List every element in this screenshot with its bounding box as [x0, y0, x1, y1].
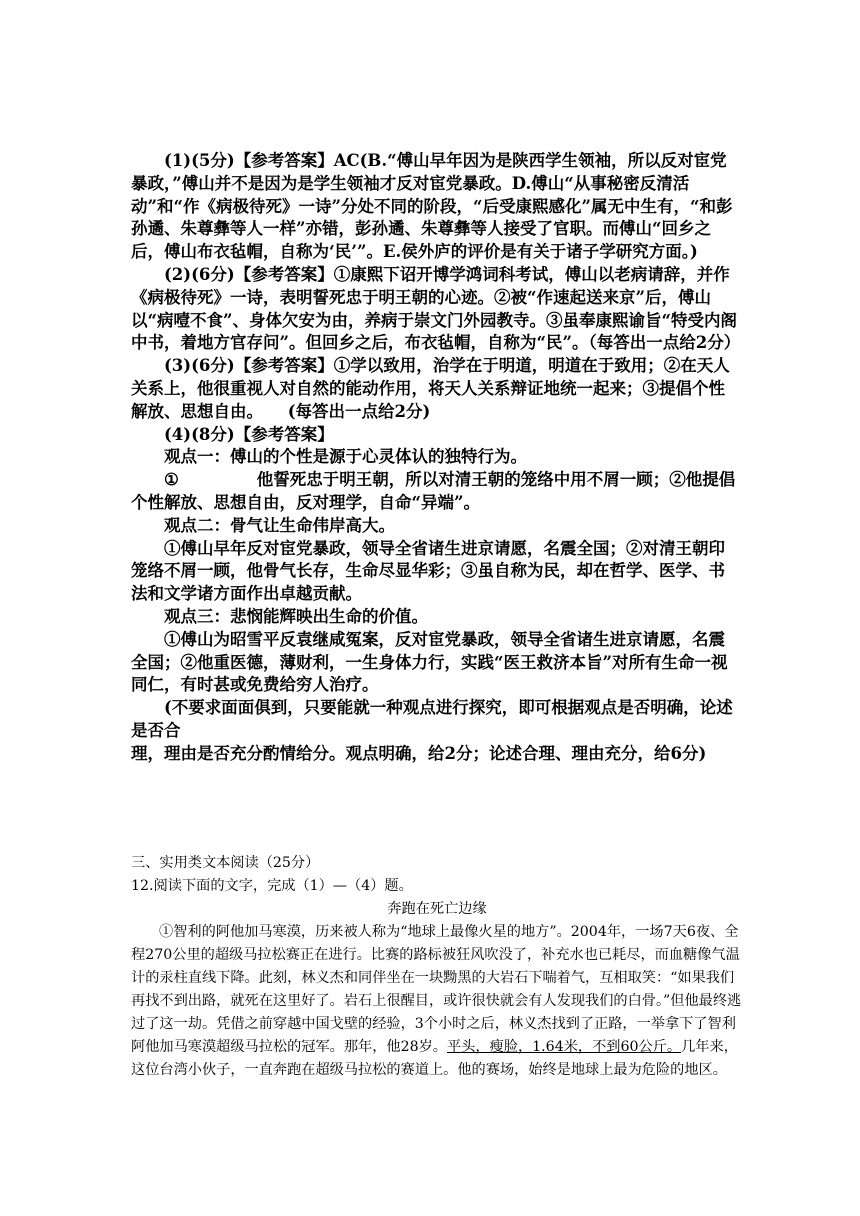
viewpoint-3-body: ①傅山为昭雪平反袁继咸冤案，反对宦党暴政，领导全省诸生进京请愿，名震全国；②他重医德，薄财利，一生身体力行，实践“医王救济本旨”对所有生命一视同仁，有时甚或免费给穷人治疗。 — [131, 629, 728, 695]
answer-4-heading: (4)(8分)【参考答案】 — [164, 424, 334, 444]
viewpoint-3: 观点三：悲悯能辉映出生命的价值。 — [164, 606, 428, 626]
underlined-phrase: 平头，瘦脸，1.64米，不到60公斤。 — [447, 1039, 682, 1055]
answer-1: (1)(5分)【参考答案】AC(B.“傅山早年因为是陕西学生领袖，所以反对宦党暴政，”傅山并不是因为是学生领袖才反对宦党暴政。D.傅山“从事秘密反清活动”和“作《病极待死》一诗”分处不同的阶段，“后受康熙感化”属无中生有，“和彭孙遹、朱尊彝等人一样”亦错，彭孙遹、朱尊彝等人接受了官职。而傅山“回乡之后，傅山布衣毡帽，自称为‘民’”。E.侯外庐的评价是有关于诸子学研究方面。) — [131, 151, 733, 262]
viewpoint-1-marker: ① — [164, 470, 179, 490]
reading-section — [131, 852, 743, 1082]
viewpoint-2: 观点二：骨气让生命伟岸高大。 — [164, 515, 395, 535]
paragraph-text: ①智利的阿他加马寒漠，历来被人称为“地球上最像火星的地方”。2004年，一场7天6夜、全程270公里的超级马拉松赛正在进行。比赛的路标被狂风吹没了，补充水也已耗尽，而血糖像气温计的汞柱直线下降。此刻，林义杰和同伴坐在一块黝黑的大岩石下喘着气，互相取笑：“如果我们再找不到出路，就死在这里好了。岩石上很醒目，或许很快就会有人发现我们的白骨。”但他最终逃过了这一劫。凭借之前穿越中国戈壁的经验，3个小时之后，林义杰找到了正路，一举拿下了智利阿他加马寒漠超级马拉松的冠军。那年，他28岁。 — [131, 924, 742, 1055]
answer-key — [131, 150, 741, 766]
answer-3: (3)(6分)【参考答案】①学以致用，治学在于明道，明道在于致用；②在天人关系上，他很重视人对自然的能动作用，将天人关系辩证地统一起来；③提倡个性解放、思想自由。 (每答出一点给2分) — [131, 356, 730, 421]
scoring-note-line-2: 理，理由是否充分酌情给分。观点明确，给2分；论述合理、理由充分，给6分) — [131, 743, 707, 763]
article-title: 奔跑在死亡边缘 — [387, 901, 487, 917]
viewpoint-1-body — [131, 469, 741, 515]
viewpoint-2-body: ①傅山早年反对宦党暴政，领导全省诸生进京请愿，名震全国；②对清王朝印笼络不屑一顾，他骨气长存，生命尽显华彩；③虽自称为民，却在哲学、医学、书法和文学诸方面作出卓越贡献。 — [131, 538, 725, 604]
section-heading: 三、实用类文本阅读（25分） — [131, 855, 320, 871]
question-prompt: 12.阅读下面的文字，完成（1）—（4）题。 — [131, 878, 413, 894]
paragraph-text-continued: 几年来，这位台湾小伙子，一直奔跑在超级马拉松的赛道上。他的赛场，始终是地球上最为危险的地区。 — [131, 1039, 738, 1078]
article-paragraph-1 — [131, 921, 743, 1082]
viewpoint-1-text: 他誓死忠于明王朝，所以对清王朝的笼络中用不屑一顾；②他提倡个性解放、思想自由，反对理学，自命“异端”。 — [131, 470, 736, 512]
scoring-note-line-1: (不要求面面俱到，只要能就一种观点进行探究，即可根据观点是否明确，论述是否合 — [131, 698, 733, 740]
answer-2: (2)(6分)【参考答案】①康熙下诏开博学鸿词科考试，傅山以老病请辞，并作《病极待死》一诗，表明誓死忠于明王朝的心迹。②被“作速起送来京”后，傅山以“病噎不食”、身体欠安为由，养病于崇文门外园教寺。③虽奉康熙谕旨“特受内阁中书，着地方官存问”。但回乡之后，布衣毡帽，自称为“民”。（每答出一点给2分） — [131, 264, 741, 353]
viewpoint-1: 观点一：傅山的个性是源于心灵体认的独特行为。 — [164, 447, 527, 467]
